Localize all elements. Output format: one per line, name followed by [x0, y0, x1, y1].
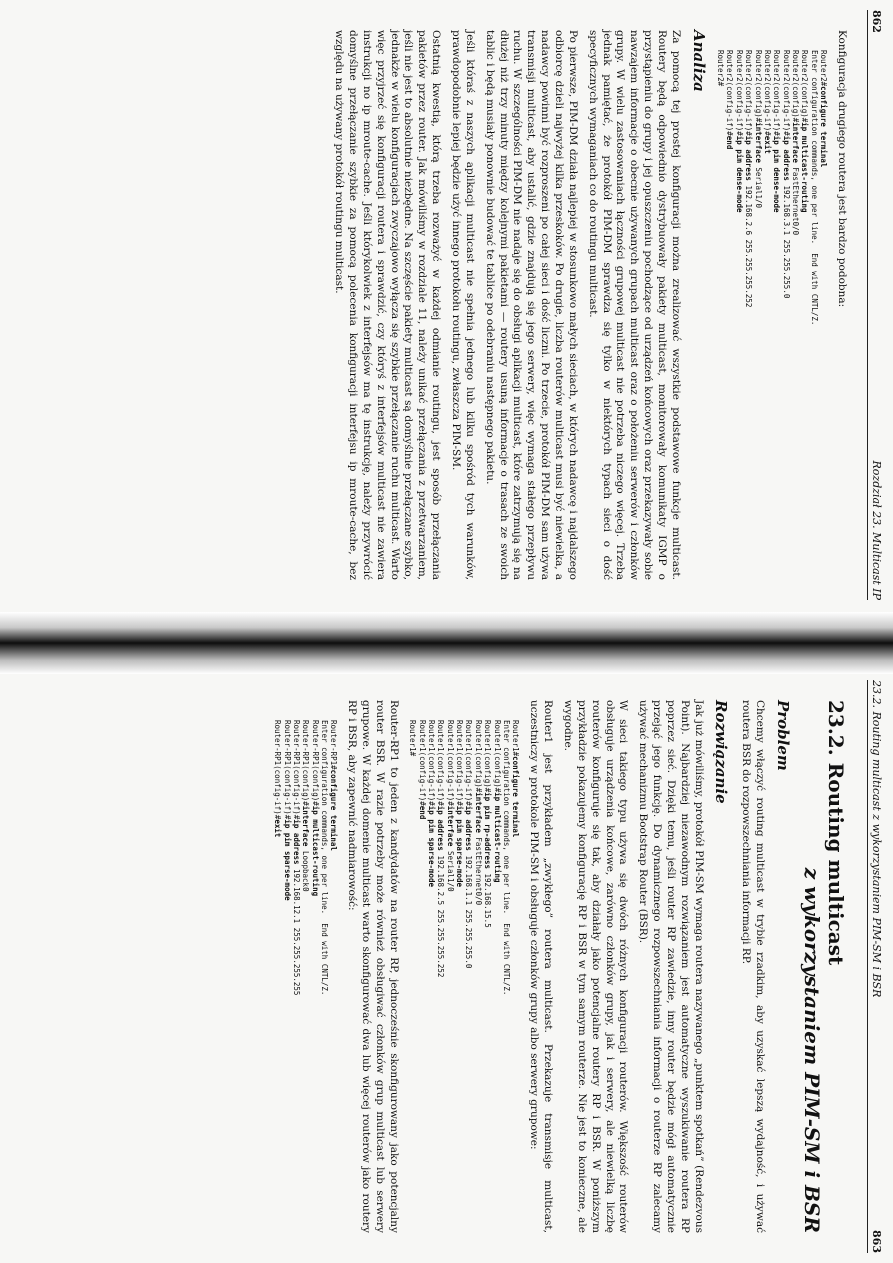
config-line [791, 50, 800, 580]
analysis-heading: Analiza [689, 30, 708, 92]
cli-prompt: Router1(config-if)# [427, 720, 436, 806]
config-line [753, 50, 762, 580]
cli-command: interface [791, 122, 801, 163]
cli-prompt: Router-RP1(config-if)# [282, 720, 292, 820]
cli-prompt: Router1(config-if)# [445, 720, 455, 806]
config-line [417, 720, 426, 1233]
config-line [819, 50, 828, 580]
cli-command: ip address [781, 135, 791, 181]
config-line [320, 720, 329, 1233]
solution-paragraph-1: Jak już mówiliśmy, protokół PIM-SM wymaga routera nazywanego „punktem spotkań” (Rendezvous Point). Najbardziej niezawodnym rozwiązaniem jest automatyczne wyszukiwanie routera RP poprzez sieć. Dzięki temu, jeśli router RP zawiedzie, inny router będzie mógł automatycznie przejąć jego funkcję. Do dynamicznego rozpowszechniania informacji o routerze RP zalecamy używać mechanizmu Bootstrap Router (BSR). [637, 700, 705, 1233]
config-line [809, 50, 818, 580]
cli-prompt: Router1(config-if)# [417, 720, 427, 806]
analysis-paragraph-4: Ostatnią kwestią, którą trzeba rozważyć w każdej odmianie routingu, jest sposób przełączania pakietów przez router. Jak mówiliśmy w rozdziale 11, należy unikać przełączania z przetwarzaniem, jeśli nie jest to absolutnie niezbędne. Na szczęście pakiety multicast są domyślnie przełączane szybko, jednakże w wielu konfiguracjach zwyczajowo wyłącza się szybkie przełączanie ruchu multicast. Warto więc przyjrzeć się konfiguracji routera i sprawdzić, czy któryś z interfejsów multicast nie zawiera instrukcji no ip mroute-cache. Jeśli którykolwiek z interfejsów ma tę instrukcję, należy przywrócić domyślne przełączanie szybkie za pomocą polecenia konfiguracji interfejsu ip mroute-cache, bez względu na używany protokół routingu multicast. [333, 30, 443, 580]
cli-prompt: Enter configuration commands, one per line. End with CNTL/Z. [809, 50, 819, 326]
cli-prompt: Router1(config)# [473, 720, 483, 793]
left-page-body [325, 30, 848, 580]
cli-argument: 192.168.1.1 255.255.255.0 [464, 850, 474, 969]
cli-command: configure terminal [329, 769, 339, 851]
chapter-title-line-2: z wykorzystaniem PIM-SM i BSR [800, 867, 824, 1233]
cli-prompt: Router-RP1(config)# [310, 720, 320, 806]
problem-heading: Problem [774, 700, 792, 771]
config-line [292, 720, 301, 1233]
cli-prompt: Router2(config-if)# [734, 50, 744, 136]
config-line [474, 720, 483, 1233]
router1-config-listing [408, 720, 521, 1233]
config-line [301, 720, 310, 1233]
right-page-number: 863 [870, 1230, 883, 1253]
cli-prompt: Enter configuration commands, one per line. End with CNTL/Z. [502, 720, 511, 996]
cli-command: interface [753, 122, 763, 163]
cli-command: end [417, 805, 427, 820]
chapter-title-line-1: 23.2. Routing multicast [824, 700, 848, 966]
config-line [464, 720, 473, 1233]
router-rp1-paragraph: Router-RP1 to jeden z kandydatów na router RP, jednocześnie skonfigurowany jako potencjalny router BSR. W razie potrzeby może również obsługiwać członków grup multicast lub serwery grupowe. W każdej domenie multicast warto skonfigurować dwa lub więcej routerów jako routery RP i BSR, aby zapewnić nadmiarowość: [346, 700, 400, 1233]
config-line [445, 720, 454, 1233]
cli-prompt: Router-RP1# [329, 720, 339, 770]
config-line [273, 720, 282, 1233]
router-rp1-config-listing [273, 720, 339, 1233]
intro-text: Konfiguracja drugiego routera jest bardzo podobna: [836, 30, 848, 308]
cli-command: exit [273, 819, 283, 838]
cli-command: ip multicast-routing [800, 122, 810, 213]
left-running-header [867, 10, 883, 600]
cli-prompt: Router2(config)# [800, 50, 810, 123]
cli-prompt: Router2# [716, 50, 726, 87]
solution-paragraph-3: Router1 jest przykładem „zwykłego” routera multicast. Przekazuje transmisje multicast, uczestniczy w protokole PIM-SM i obsługuje członków grupy albo serwery grupowe: [528, 700, 555, 1233]
config-line [734, 50, 743, 580]
cli-command: interface [445, 805, 455, 847]
chapter-title [800, 700, 848, 1233]
cli-prompt: Router1(config-if)# [455, 720, 465, 806]
cli-prompt: Router2(config-if)# [725, 50, 735, 136]
cli-command: interface [473, 792, 483, 833]
cli-command: ip pim dense-mode [772, 135, 782, 213]
cli-prompt: Router2(config-if)# [762, 50, 772, 136]
cli-command: ip pim dense-mode [734, 135, 744, 213]
analysis-paragraph-1: Za pomocą tej prostej konfiguracji można zrealizować wszystkie podstawowe funkcje multicast. Routery będą odpowiednio dystrybuowały pakiety multicast, monitorowały komunikaty IGMP o przystąpieniu do grupy i jej opuszczeniu pochodzące od urządzeń końcowych oraz przekazywały sobie nawzajem informacje o obecnie używanych grupach multicast oraz o położeniu serwerów i członków grupy. W wielu zastosowaniach łączności grupowej multicast nie potrzeba niczego więcej. Trzeba jednak pamiętać, że protokół PIM-DM sprawdza się tylko w niektórych typach sieci o dość specyficznych wymaganiach co do routingu multicast. [586, 30, 682, 580]
solution-heading: Rozwiązanie [712, 700, 731, 804]
cli-command: ip address [291, 819, 301, 865]
cli-argument: 192.168.12.1 255.255.255.255 [291, 864, 301, 996]
config-line [329, 720, 338, 1233]
cli-command: ip address [464, 805, 474, 851]
cli-command: ip multicast-routing [310, 805, 320, 897]
config-line [511, 720, 520, 1233]
cli-prompt: Router-RP1(config-if)# [273, 720, 283, 820]
cli-command: interface [301, 805, 311, 847]
cli-prompt: Router-RP1(config-if)# [291, 720, 301, 820]
cli-command: ip address [436, 805, 446, 851]
cli-argument: FastEthernet0/0 [473, 832, 483, 906]
solution-paragraph-2: W sieci takiego typu używa się dwóch różnych konfiguracji routerów. Większość routerów obsługuje urządzenia końcowe, zarówno członków grupy, jak i serwery, ale niewielką liczbę routerów konfiguruje się tak, aby działały jako potencjalne routery RP i BSR. W poniższym przykładzie pokazujemy konfigurację RP i BSR w tym samym routerze. Nie jest to konieczne, ale wygodne. [561, 700, 630, 1233]
config-line [282, 720, 291, 1233]
cli-command: ip pim rp-address [483, 792, 493, 870]
cli-prompt: Enter configuration commands, one per line. End with CNTL/Z. [320, 720, 330, 996]
cli-argument: Loopback0 [301, 846, 311, 892]
cli-prompt: Router2(config-if)# [744, 50, 754, 136]
cli-prompt: Router2(config-if)# [772, 50, 782, 136]
config-line [744, 50, 753, 580]
config-line [725, 50, 734, 580]
cli-command: ip pim sparse-mode [282, 819, 292, 901]
cli-command: ip multicast-routing [492, 792, 502, 883]
config-line [772, 50, 781, 580]
router2-config-listing [716, 50, 829, 580]
left-page-number: 862 [870, 10, 883, 33]
analysis-paragraph-2: Po pierwsze, PIM-DM działa najlepiej w stosunkowo małych sieciach, w których nadawcę i najdalszego odbiorcę dzieli najwyżej kilka przeskoków. Po drugie, liczba routerów multicast musi być niewielka, a nadawcy powinni być rozproszeni po całej sieci i dość liczni. Po trzecie, protokół PIM-DM sam używa transmisji multicast, aby ustalić, gdzie znajdują się jego serwery, więc wymaga stałego przepływu ruchu. W szczególności PIM-DM nie nadaje się do obsługi aplikacji multicast, które zatrzymują się na dłużej niż trzy minuty między kolejnymi pakietami — routery usuną informacje o trasach ze swoich tablic i będą musiały ponownie budować te tablice po odebraniu następnego pakietu. [483, 30, 579, 580]
config-line [408, 720, 417, 1233]
cli-prompt: Router1(config-if)# [464, 720, 474, 806]
config-line [427, 720, 436, 1233]
cli-argument: Serial1/0 [753, 162, 763, 209]
cli-prompt: Router2(config)# [753, 50, 763, 123]
cli-argument: FastEthernet0/0 [791, 162, 801, 236]
cli-prompt: Router2(config)# [791, 50, 801, 123]
cli-argument: 192.168.2.5 255.255.255.252 [436, 850, 446, 978]
cli-prompt: Router-RP1(config)# [301, 720, 311, 806]
config-line [800, 50, 809, 580]
config-line [492, 720, 501, 1233]
cli-prompt: Router2(config-if)# [781, 50, 791, 136]
right-page [0, 670, 893, 1263]
config-line [310, 720, 319, 1233]
cli-command: ip address [744, 135, 754, 181]
config-line [436, 720, 445, 1233]
config-line [483, 720, 492, 1233]
cli-command: end [725, 135, 735, 150]
cli-prompt: Router1(config-if)# [436, 720, 446, 806]
cli-argument: 192.168.3.1 255.255.255.0 [781, 180, 791, 299]
cli-prompt: Router1(config)# [483, 720, 493, 793]
cli-command: exit [762, 135, 772, 154]
cli-command: configure terminal [511, 756, 521, 838]
config-line [763, 50, 772, 580]
problem-text: Chcemy włączyć routing multicast w trybie rzadkim, aby uzyskać lepszą wydajność, i używać routera BSR do rozpowszechniania informacji RP. [740, 700, 767, 1233]
config-line [716, 50, 725, 580]
cli-prompt: Router1# [511, 720, 521, 757]
cli-argument: 192.168.2.6 255.255.255.252 [744, 180, 754, 308]
cli-prompt: Router2# [819, 50, 829, 87]
left-header-title: Rozdział 23. Multicast IP [870, 460, 883, 600]
cli-prompt: Router1(config)# [492, 720, 502, 793]
right-page-body [265, 700, 848, 1233]
config-line [502, 720, 511, 1233]
left-page [0, 0, 893, 610]
config-line [781, 50, 790, 580]
cli-argument: Serial1/0 [445, 846, 455, 892]
cli-prompt: Router1# [408, 720, 418, 757]
config-line [455, 720, 464, 1233]
cli-command: ip pim sparse-mode [455, 805, 465, 888]
cli-command: configure terminal [819, 86, 829, 168]
right-header-title: 23.2. Routing multicast z wykorzystaniem PIM-SM i BSR [870, 680, 883, 998]
cli-argument: 192.168.15.5 [483, 869, 493, 928]
analysis-paragraph-3: Jeśli któraś z naszych aplikacji multicast nie spełnia jednego lub kilku spośród tych warunków, prawdopodobnie lepiej będzie użyć innego protokołu routingu, zwłaszcza PIM-SM. [449, 30, 476, 580]
cli-command: ip pim sparse-mode [427, 805, 436, 888]
right-running-header [867, 680, 883, 1253]
